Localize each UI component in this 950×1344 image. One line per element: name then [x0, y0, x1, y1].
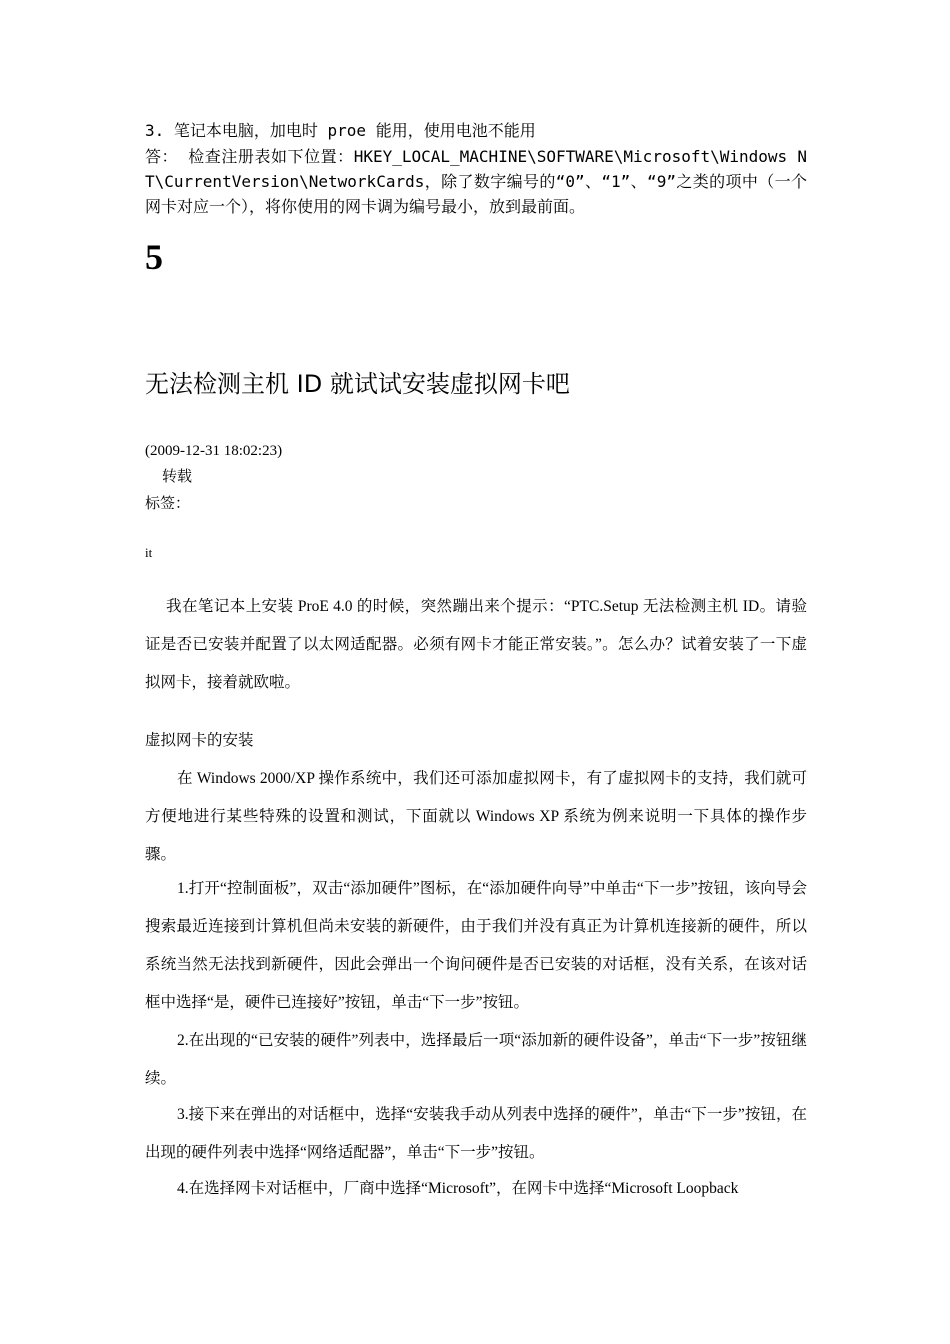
paragraph: 在 Windows 2000/XP 操作系统中，我们还可添加虚拟网卡，有了虚拟网卡的支持，我们就可方便地进行某些特殊的设置和测试，下面就以 Windows XP 系统为例来说明一下具体的操作步骤。	[145, 770, 807, 863]
paragraph-step-4: 4.在选择网卡对话框中，厂商中选择“Microsoft”，在网卡中选择“Microsoft Loopback	[177, 1180, 739, 1197]
article-date: (2009-12-31 18:02:23)	[145, 443, 283, 459]
tag-item[interactable]: it	[145, 545, 153, 560]
paragraph-step-2: 2.在出现的“已安装的硬件”列表中，选择最后一项“添加新的硬件设备”，单击“下一步”按钮继续。	[145, 1032, 807, 1087]
section-number: 5	[145, 237, 163, 277]
article-title: 无法检测主机 ID 就试试安装虚拟网卡吧	[145, 370, 570, 398]
intro-paragraph: 我在笔记本上安装 ProE 4.0 的时候，突然蹦出来个提示：“PTC.Setup 无法检测主机 ID。请验证是否已安装并配置了以太网适配器。必须有网卡才能正常安装。”。怎么办？试着安装了一下虚拟网卡，接着就欧啦。	[145, 598, 807, 691]
tags-label: 标签：	[145, 496, 191, 512]
faq-question: 3. 笔记本电脑，加电时 proe 能用，使用电池不能用	[145, 121, 536, 140]
repost-label: 转载	[162, 469, 193, 485]
paragraph-step-3: 3.接下来在弹出的对话框中，选择“安装我手动从列表中选择的硬件”，单击“下一步”按钮，在出现的硬件列表中选择“网络适配器”，单击“下一步”按钮。	[145, 1106, 807, 1161]
paragraph-step-1: 1.打开“控制面板”，双击“添加硬件”图标，在“添加硬件向导”中单击“下一步”按钮，该向导会搜索最近连接到计算机但尚未安装的新硬件，由于我们并没有真正为计算机连接新的硬件，所以系统当然无法找到新硬件，因此会弹出一个询问硬件是否已安装的对话框，没有关系，在该对话框中选择“是，硬件已连接好”按钮，单击“下一步”按钮。	[145, 880, 807, 1011]
faq-answer: 答： 检查注册表如下位置：HKEY_LOCAL_MACHINE\SOFTWARE\Microsoft\Windows NT\CurrentVersion\NetworkCards，除了数字编号的“0”、“1”、“9”之类的项中（一个网卡对应一个），将你使用的网卡调为编号最小，放到最前面。	[145, 147, 807, 216]
section-heading: 虚拟网卡的安装	[145, 732, 254, 749]
